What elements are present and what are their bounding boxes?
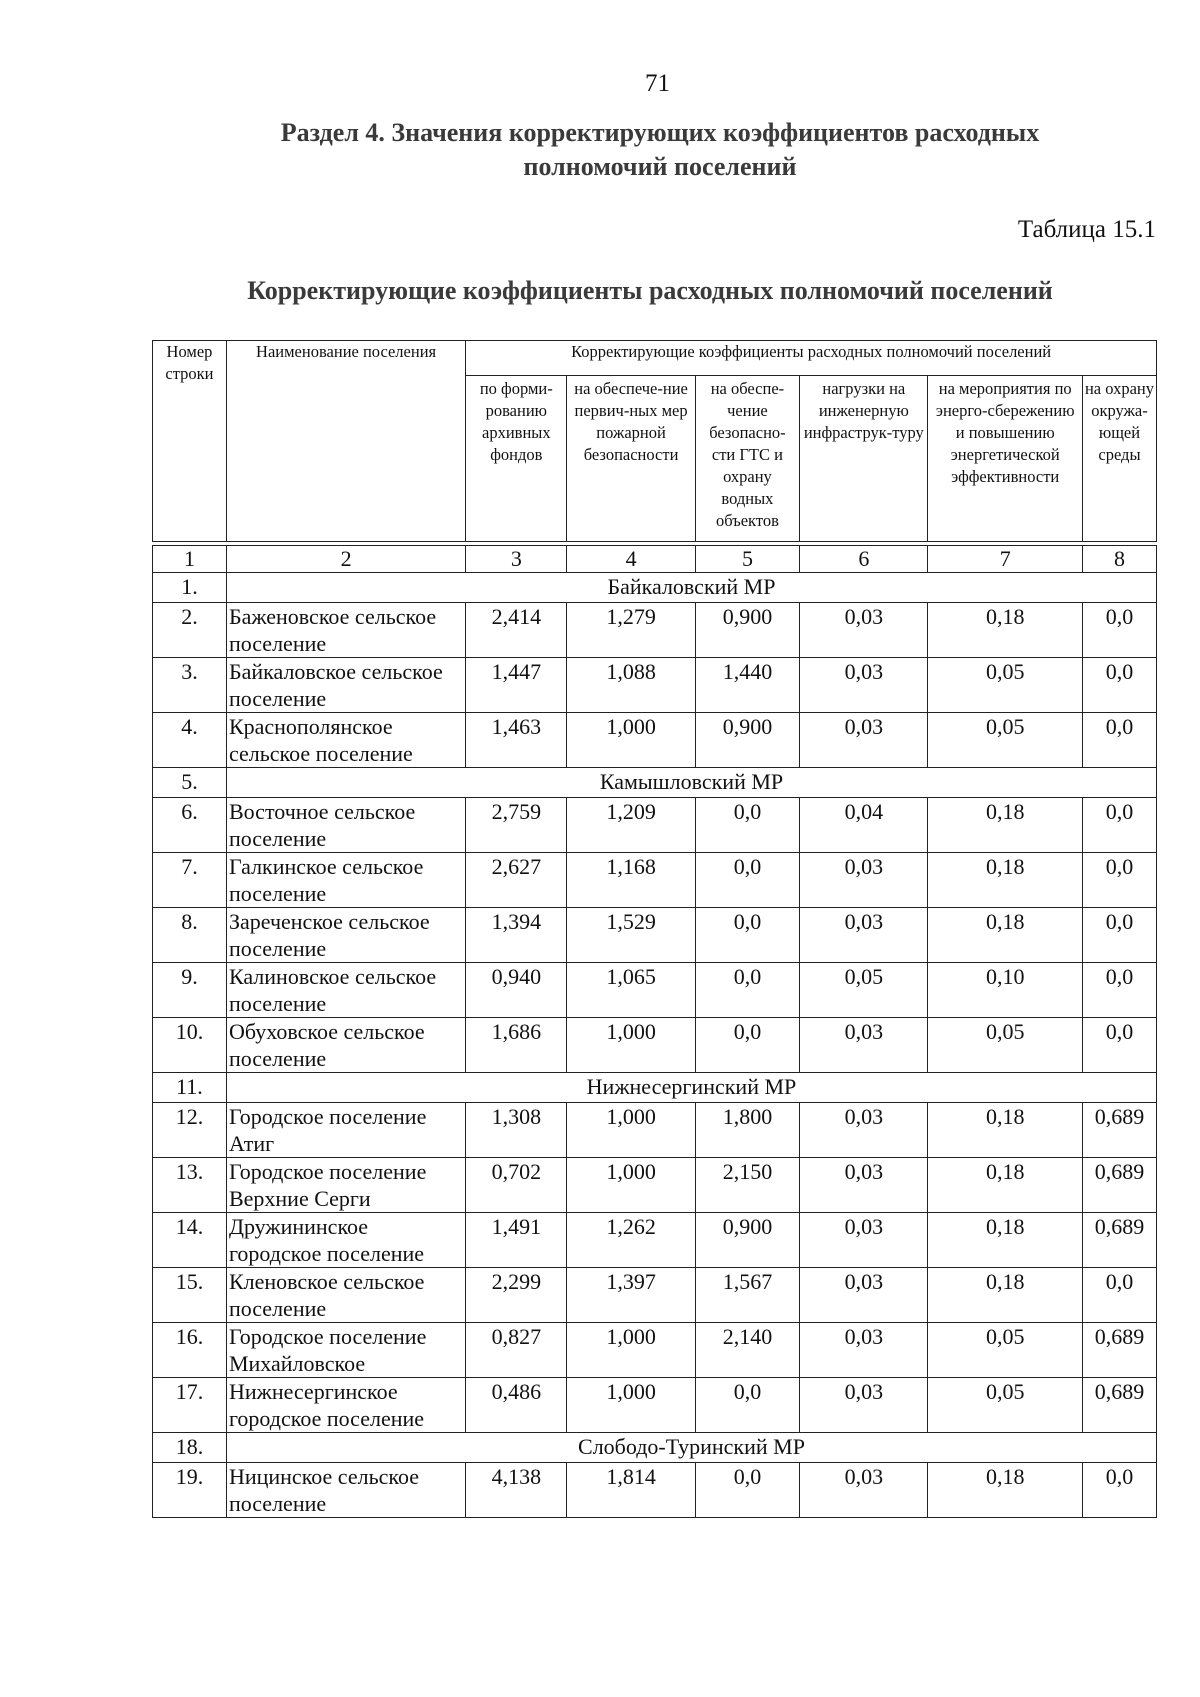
coefficient-c3: 0,940 xyxy=(466,963,567,1018)
coefficient-c7: 0,05 xyxy=(928,658,1082,713)
coefficient-c3: 2,627 xyxy=(466,853,567,908)
coefficient-c5: 0,900 xyxy=(695,603,799,658)
coefficient-c3: 0,486 xyxy=(466,1378,567,1433)
column-number: 1 xyxy=(153,546,227,573)
coefficients-table xyxy=(152,340,1157,1518)
coefficient-c6: 0,05 xyxy=(800,963,928,1018)
coefficient-c5: 1,440 xyxy=(695,658,799,713)
table-number: Таблица 15.1 xyxy=(1017,216,1156,243)
section-title-line2: полномочий поселений xyxy=(523,152,797,181)
header-col8: на охрану окружа-ющей среды xyxy=(1082,376,1156,542)
coefficient-c8: 0,0 xyxy=(1082,1018,1156,1073)
coefficient-c7: 0,18 xyxy=(928,1268,1082,1323)
header-col5: на обеспе-чение безопасно-сти ГТС и охрану водных объектов xyxy=(695,376,799,542)
coefficient-c4: 1,814 xyxy=(567,1463,695,1518)
row-number: 4. xyxy=(153,713,227,768)
header-row xyxy=(153,341,1157,376)
column-number: 2 xyxy=(226,546,465,573)
district-name: Байкаловский МР xyxy=(226,573,1156,603)
table-row xyxy=(153,1323,1157,1378)
section-title-line1: Раздел 4. Значения корректирующих коэффициентов расходных xyxy=(280,118,1040,147)
coefficient-c5: 0,900 xyxy=(695,1213,799,1268)
coefficient-c6: 0,03 xyxy=(800,1463,928,1518)
coefficient-c3: 2,759 xyxy=(466,798,567,853)
coefficient-c7: 0,05 xyxy=(928,1018,1082,1073)
row-number: 6. xyxy=(153,798,227,853)
coefficient-c6: 0,03 xyxy=(800,713,928,768)
coefficient-c7: 0,18 xyxy=(928,603,1082,658)
coefficient-c5: 2,140 xyxy=(695,1323,799,1378)
district-name: Нижнесергинский МР xyxy=(226,1073,1156,1103)
coefficient-c5: 0,0 xyxy=(695,798,799,853)
settlement-name: Калиновское сельское поселение xyxy=(226,963,465,1018)
coefficient-c3: 1,463 xyxy=(466,713,567,768)
column-number: 5 xyxy=(695,546,799,573)
coefficient-c7: 0,05 xyxy=(928,1378,1082,1433)
row-number: 12. xyxy=(153,1103,227,1158)
column-number: 8 xyxy=(1082,546,1156,573)
coefficient-c8: 0,0 xyxy=(1082,798,1156,853)
coefficient-c8: 0,689 xyxy=(1082,1103,1156,1158)
coefficient-c8: 0,689 xyxy=(1082,1158,1156,1213)
coefficient-c3: 1,394 xyxy=(466,908,567,963)
row-number: 19. xyxy=(153,1463,227,1518)
header-settlement-name: Наименование поселения xyxy=(226,341,465,542)
page-number: 71 xyxy=(645,70,670,97)
row-number: 14. xyxy=(153,1213,227,1268)
group-row xyxy=(153,1433,1157,1463)
coefficient-c4: 1,168 xyxy=(567,853,695,908)
coefficient-c3: 1,491 xyxy=(466,1213,567,1268)
header-col4: на обеспече-ние первич-ных мер пожарной безопасности xyxy=(567,376,695,542)
row-number: 11. xyxy=(153,1073,227,1103)
settlement-name: Краснополянское сельское поселение xyxy=(226,713,465,768)
table-title: Корректирующие коэффициенты расходных полномочий поселений xyxy=(247,276,1053,305)
coefficient-c8: 0,0 xyxy=(1082,713,1156,768)
settlement-name: Кленовское сельское поселение xyxy=(226,1268,465,1323)
table-row xyxy=(153,1018,1157,1073)
row-number: 18. xyxy=(153,1433,227,1463)
coefficient-c5: 0,0 xyxy=(695,1463,799,1518)
row-number: 10. xyxy=(153,1018,227,1073)
row-number: 13. xyxy=(153,1158,227,1213)
coefficient-c3: 4,138 xyxy=(466,1463,567,1518)
coefficient-c7: 0,18 xyxy=(928,1158,1082,1213)
table-row xyxy=(153,798,1157,853)
coefficient-c3: 2,414 xyxy=(466,603,567,658)
coefficient-c6: 0,03 xyxy=(800,1268,928,1323)
row-number: 5. xyxy=(153,768,227,798)
column-number: 3 xyxy=(466,546,567,573)
coefficient-c7: 0,18 xyxy=(928,798,1082,853)
table-row xyxy=(153,713,1157,768)
coefficient-c4: 1,529 xyxy=(567,908,695,963)
coefficient-c8: 0,0 xyxy=(1082,1268,1156,1323)
coefficient-c6: 0,03 xyxy=(800,1378,928,1433)
coefficient-c3: 1,447 xyxy=(466,658,567,713)
settlement-name: Зареченское сельское поселение xyxy=(226,908,465,963)
table-row xyxy=(153,658,1157,713)
column-number-row xyxy=(153,546,1157,573)
settlement-name: Обуховское сельское поселение xyxy=(226,1018,465,1073)
group-row xyxy=(153,1073,1157,1103)
coefficient-c6: 0,04 xyxy=(800,798,928,853)
coefficient-c8: 0,689 xyxy=(1082,1213,1156,1268)
row-number: 1. xyxy=(153,573,227,603)
table-row xyxy=(153,1103,1157,1158)
header-coefficients-group: Корректирующие коэффициенты расходных полномочий поселений xyxy=(466,341,1157,376)
coefficient-c5: 0,0 xyxy=(695,853,799,908)
coefficient-c4: 1,000 xyxy=(567,1323,695,1378)
settlement-name: Байкаловское сельское поселение xyxy=(226,658,465,713)
coefficient-c3: 2,299 xyxy=(466,1268,567,1323)
header-col7: на мероприятия по энерго-сбережению и повышению энергетической эффективности xyxy=(928,376,1082,542)
table-row xyxy=(153,1158,1157,1213)
table-row xyxy=(153,603,1157,658)
coefficient-c7: 0,18 xyxy=(928,1103,1082,1158)
coefficient-c6: 0,03 xyxy=(800,1323,928,1378)
coefficient-c5: 2,150 xyxy=(695,1158,799,1213)
coefficient-c3: 1,686 xyxy=(466,1018,567,1073)
settlement-name: Городское поселение Верхние Серги xyxy=(226,1158,465,1213)
coefficient-c7: 0,18 xyxy=(928,853,1082,908)
coefficient-c8: 0,0 xyxy=(1082,963,1156,1018)
table-row xyxy=(153,1378,1157,1433)
coefficient-c7: 0,10 xyxy=(928,963,1082,1018)
coefficient-c8: 0,0 xyxy=(1082,853,1156,908)
coefficient-c4: 1,065 xyxy=(567,963,695,1018)
coefficient-c8: 0,0 xyxy=(1082,908,1156,963)
settlement-name: Городское поселение Атиг xyxy=(226,1103,465,1158)
coefficient-c5: 0,0 xyxy=(695,1018,799,1073)
settlement-name: Галкинское сельское поселение xyxy=(226,853,465,908)
coefficient-c6: 0,03 xyxy=(800,908,928,963)
section-title xyxy=(180,116,1140,184)
coefficient-c4: 1,000 xyxy=(567,1158,695,1213)
column-number: 7 xyxy=(928,546,1082,573)
table-row xyxy=(153,1268,1157,1323)
table-row xyxy=(153,853,1157,908)
coefficient-c5: 0,0 xyxy=(695,1378,799,1433)
table-row xyxy=(153,908,1157,963)
coefficient-c5: 0,0 xyxy=(695,963,799,1018)
district-name: Слободо-Туринский МР xyxy=(226,1433,1156,1463)
coefficient-c4: 1,397 xyxy=(567,1268,695,1323)
coefficient-c4: 1,000 xyxy=(567,1378,695,1433)
column-number: 6 xyxy=(800,546,928,573)
row-number: 16. xyxy=(153,1323,227,1378)
coefficient-c6: 0,03 xyxy=(800,658,928,713)
coefficient-c3: 0,827 xyxy=(466,1323,567,1378)
coefficient-c6: 0,03 xyxy=(800,1018,928,1073)
coefficient-c4: 1,088 xyxy=(567,658,695,713)
row-number: 2. xyxy=(153,603,227,658)
coefficient-c3: 1,308 xyxy=(466,1103,567,1158)
table-row xyxy=(153,1213,1157,1268)
row-number: 9. xyxy=(153,963,227,1018)
row-number: 17. xyxy=(153,1378,227,1433)
row-number: 15. xyxy=(153,1268,227,1323)
coefficient-c4: 1,000 xyxy=(567,1018,695,1073)
group-row xyxy=(153,573,1157,603)
settlement-name: Баженовское сельское поселение xyxy=(226,603,465,658)
header-col3: по форми-рованию архивных фондов xyxy=(466,376,567,542)
column-number: 4 xyxy=(567,546,695,573)
coefficient-c7: 0,05 xyxy=(928,1323,1082,1378)
table-row xyxy=(153,963,1157,1018)
coefficient-c3: 0,702 xyxy=(466,1158,567,1213)
row-number: 3. xyxy=(153,658,227,713)
coefficient-c6: 0,03 xyxy=(800,603,928,658)
coefficient-c4: 1,000 xyxy=(567,713,695,768)
group-row xyxy=(153,768,1157,798)
settlement-name: Восточное сельское поселение xyxy=(226,798,465,853)
coefficient-c8: 0,0 xyxy=(1082,1463,1156,1518)
district-name: Камышловский МР xyxy=(226,768,1156,798)
settlement-name: Нижнесергинское городское поселение xyxy=(226,1378,465,1433)
coefficient-c4: 1,000 xyxy=(567,1103,695,1158)
table-row xyxy=(153,1463,1157,1518)
coefficient-c8: 0,689 xyxy=(1082,1323,1156,1378)
coefficient-c6: 0,03 xyxy=(800,1103,928,1158)
coefficient-c6: 0,03 xyxy=(800,1158,928,1213)
header-col6: нагрузки на инженерную инфраструк-туру xyxy=(800,376,928,542)
settlement-name: Ницинское сельское поселение xyxy=(226,1463,465,1518)
coefficient-c4: 1,209 xyxy=(567,798,695,853)
coefficient-c8: 0,0 xyxy=(1082,658,1156,713)
coefficient-c6: 0,03 xyxy=(800,853,928,908)
settlement-name: Дружининское городское поселение xyxy=(226,1213,465,1268)
coefficient-c7: 0,18 xyxy=(928,1213,1082,1268)
coefficient-c5: 1,800 xyxy=(695,1103,799,1158)
coefficient-c7: 0,18 xyxy=(928,908,1082,963)
row-number: 8. xyxy=(153,908,227,963)
coefficient-c4: 1,279 xyxy=(567,603,695,658)
coefficient-c6: 0,03 xyxy=(800,1213,928,1268)
coefficient-c7: 0,18 xyxy=(928,1463,1082,1518)
coefficient-c7: 0,05 xyxy=(928,713,1082,768)
header-row-number: Номер строки xyxy=(153,341,227,542)
coefficient-c5: 0,900 xyxy=(695,713,799,768)
coefficient-c8: 0,689 xyxy=(1082,1378,1156,1433)
coefficient-c8: 0,0 xyxy=(1082,603,1156,658)
coefficient-c5: 1,567 xyxy=(695,1268,799,1323)
row-number: 7. xyxy=(153,853,227,908)
coefficient-c4: 1,262 xyxy=(567,1213,695,1268)
coefficient-c5: 0,0 xyxy=(695,908,799,963)
settlement-name: Городское поселение Михайловское xyxy=(226,1323,465,1378)
